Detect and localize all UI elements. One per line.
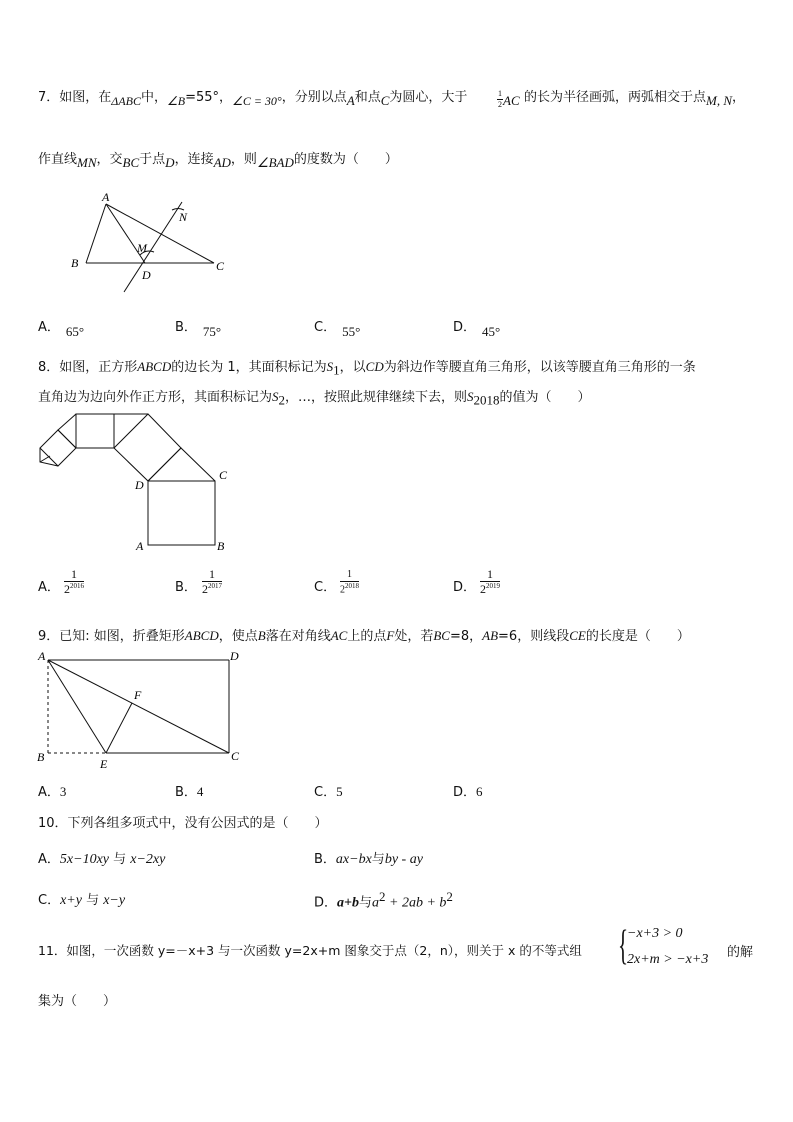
option-letter: A． — [38, 852, 60, 867]
triangle-5 — [40, 456, 50, 462]
q7-text: 于点 — [139, 152, 166, 167]
q8-line-1 — [38, 356, 696, 379]
label-b: B — [217, 539, 225, 553]
expression: 5x−10xy — [59, 852, 109, 867]
segment-ef — [106, 703, 132, 753]
power-base: 2 — [202, 582, 208, 596]
q7-text: ，分别以点 — [281, 90, 347, 105]
exponent: 2 — [379, 889, 386, 904]
option-value: 65° — [65, 324, 85, 339]
q8-option-c[interactable] — [314, 576, 336, 595]
power-exponent: 2019 — [486, 582, 500, 590]
q8-option-b[interactable] — [175, 576, 197, 595]
q7-triangle: ΔABC — [111, 94, 142, 108]
segment-ac — [106, 204, 214, 263]
q8-s2018: S — [467, 389, 474, 404]
fraction-denominator — [64, 582, 84, 595]
option-letter: B． — [175, 580, 197, 595]
triangle-3 — [58, 414, 76, 448]
fold-ae — [48, 660, 106, 753]
square-s3 — [76, 414, 114, 448]
option-letter: C． — [314, 580, 337, 595]
q10-number: 10． — [38, 816, 68, 831]
q7-ac: AC — [503, 93, 520, 108]
q9-line-1 — [38, 625, 690, 644]
q8-option-d[interactable] — [453, 576, 476, 595]
option-letter: A． — [38, 320, 60, 335]
q11-line-2: 集为（ ） — [38, 994, 117, 1009]
q11-inequality-2: 2x+m > −x+3 — [627, 952, 709, 967]
fraction-numerator: 1 — [480, 568, 500, 582]
q8-s2: S — [272, 389, 279, 404]
expression: b — [439, 895, 447, 911]
q7-line-2 — [38, 148, 398, 170]
q8-line-2 — [38, 386, 591, 409]
label-d: D — [230, 649, 239, 663]
label-a: A — [38, 649, 46, 663]
q9-abcd: ABCD — [184, 628, 219, 643]
fraction-numerator: 1 — [340, 570, 359, 582]
q7-text: 作直线 — [38, 152, 78, 167]
q10-text: 下列各组多项式中，没有公因式的是（ ） — [67, 816, 328, 831]
q9-option-b[interactable] — [175, 781, 203, 800]
q9-bc: BC — [433, 628, 450, 643]
expression: x−y — [103, 893, 126, 908]
q7-text: 的度数为（ ） — [293, 152, 398, 167]
q8-option-c-value — [340, 570, 359, 595]
option-letter: A． — [38, 785, 60, 800]
option-value: 6 — [476, 784, 483, 799]
segment-ab — [86, 204, 106, 263]
q7-option-a[interactable] — [38, 316, 85, 339]
q8-s2018-sub: 2018 — [473, 392, 500, 408]
power-exponent: 2016 — [70, 582, 84, 590]
q8-s2-sub: 2 — [278, 392, 286, 408]
connector: 与 — [359, 895, 373, 911]
q8-text: 为斜边作等腰直角三角形，以该等腰直角三角形的一条 — [383, 360, 696, 375]
option-letter: D． — [453, 580, 477, 595]
option-letter: D． — [453, 785, 477, 800]
square-s1 — [148, 481, 215, 545]
q7-text: 中， — [141, 90, 168, 105]
q9-point-f: F — [386, 628, 395, 643]
q7-mn: M, N — [706, 93, 733, 108]
q7-point-d: D — [165, 155, 175, 170]
q7-text: 的长为半径画弧，两弧相交于点 — [524, 90, 707, 105]
exponent: 2 — [446, 889, 453, 904]
q11-brace: { — [618, 923, 629, 969]
q7-point-a: A — [346, 93, 355, 108]
power-base: 2 — [480, 582, 486, 596]
option-value: 45° — [482, 324, 501, 339]
q9-ce: CE — [569, 628, 586, 643]
q7-option-b[interactable] — [175, 316, 222, 339]
q10-option-d[interactable] — [314, 889, 453, 911]
label-c: C — [231, 749, 240, 763]
q9-text: ，使点 — [218, 629, 258, 644]
line-mn — [124, 202, 182, 292]
q7-angle-b: ∠B — [167, 94, 186, 108]
fraction — [202, 568, 222, 595]
fraction-denominator: 2 — [498, 100, 502, 109]
label-d: D — [135, 478, 144, 492]
q7-half-ac — [497, 90, 520, 109]
q7-text: ， — [732, 90, 746, 105]
label-e: E — [100, 757, 108, 771]
q9-ac: AC — [330, 628, 348, 643]
q9-text: 的长度是（ ） — [585, 629, 690, 644]
expression: + 2ab + — [385, 895, 440, 911]
square-s2 — [114, 414, 181, 481]
q9-text: 落在对角线 — [265, 629, 331, 644]
q7-text: =55°， — [185, 90, 233, 105]
label-a: A — [136, 539, 144, 553]
q7-text: ，交 — [96, 152, 123, 167]
power-base: 2 — [64, 582, 70, 596]
option-letter: D． — [453, 320, 477, 335]
q9-option-d[interactable] — [453, 781, 483, 800]
q9-text: 上的点 — [347, 629, 387, 644]
connector: 与 — [371, 852, 385, 867]
label-d: D — [142, 268, 151, 282]
q7-angle-c: ∠C = 30° — [232, 94, 282, 108]
label-a: A — [102, 190, 110, 204]
q8-abcd: ABCD — [137, 359, 172, 374]
q11-text: 如图，一次函数 y=－x+3 与一次函数 y=2x+m 图象交于点（2，n），则关于 x 的不等式组 — [66, 943, 582, 958]
square-s4 — [40, 430, 76, 466]
fraction-denominator — [340, 582, 359, 595]
q7-line-1b — [524, 86, 746, 108]
q10-stem — [38, 812, 328, 831]
power-exponent: 2018 — [345, 582, 359, 590]
q9-text: =8， — [449, 629, 483, 644]
option-letter: C． — [314, 320, 337, 335]
label-m: M — [137, 241, 147, 255]
q8-text: ，以 — [339, 360, 366, 375]
option-letter: A． — [38, 580, 60, 595]
q8-s1-sub: 1 — [333, 362, 340, 378]
q10-option-a[interactable] — [38, 848, 165, 868]
fraction-denominator — [202, 582, 222, 595]
q7-ad: AD — [213, 155, 231, 170]
q9-figure — [34, 648, 254, 774]
q8-cd: CD — [365, 359, 384, 374]
expression: ax−bx — [335, 852, 372, 867]
fraction — [340, 570, 359, 595]
q10-option-c[interactable] — [38, 889, 125, 909]
q8-number: 8． — [38, 360, 60, 375]
q8-option-a[interactable] — [38, 576, 60, 595]
q8-figure — [36, 408, 236, 554]
option-letter: C． — [314, 785, 337, 800]
option-value: 4 — [196, 784, 204, 799]
q7-option-d[interactable] — [453, 316, 501, 339]
option-value: 75° — [202, 324, 222, 339]
label-c: C — [216, 259, 225, 273]
expression: x−2xy — [130, 852, 166, 867]
q7-text: 和点 — [354, 90, 381, 105]
option-letter: B． — [314, 852, 336, 867]
q9-number: 9． — [38, 629, 60, 644]
q9-text: 已知: 如图，折叠矩形 — [59, 629, 185, 644]
option-value: 3 — [59, 784, 67, 799]
fraction — [480, 568, 500, 595]
power-base: 2 — [340, 584, 345, 596]
expression: a — [372, 895, 380, 911]
q7-option-c[interactable] — [314, 316, 361, 339]
q7-line-mn: MN — [77, 155, 97, 170]
q7-figure — [60, 188, 240, 298]
q11-inequality-1: −x+3 > 0 — [627, 926, 683, 941]
option-value: 5 — [336, 784, 343, 799]
connector: 与 — [109, 852, 131, 867]
triangle-1 — [148, 448, 215, 481]
label-b: B — [37, 750, 45, 764]
q7-text: ，则 — [230, 152, 257, 167]
q7-text: 如图，在 — [59, 90, 112, 105]
q7-angle-bad: ∠BAD — [256, 155, 294, 170]
label-n: N — [179, 210, 188, 224]
q11-number: 11． — [38, 943, 67, 958]
q11-text-end: 的解 — [727, 945, 754, 960]
label-f: F — [134, 688, 142, 702]
connector: 与 — [81, 893, 104, 908]
q8-s1: S — [326, 359, 334, 374]
q7-text: 为圆心，大于 — [389, 90, 468, 105]
diagonal-ac — [48, 660, 229, 753]
q9-text: 处，若 — [394, 629, 434, 644]
power-exponent: 2017 — [208, 582, 222, 590]
q9-option-c[interactable] — [314, 781, 343, 800]
option-letter: D． — [314, 895, 338, 911]
option-letter: B． — [175, 785, 197, 800]
expression: x+y — [60, 893, 82, 908]
q8-text: ，…，按照此规律继续下去，则 — [285, 390, 468, 405]
option-letter: C． — [38, 893, 61, 908]
label-c: C — [219, 468, 228, 482]
fraction-numerator: 1 — [202, 568, 222, 582]
q10-option-b[interactable] — [314, 848, 423, 868]
q9-text: =6，则线段 — [498, 629, 570, 644]
q8-text: 的边长为 1，其面积标记为 — [171, 360, 327, 375]
option-letter: B． — [175, 320, 197, 335]
q7-text: ，连接 — [174, 152, 214, 167]
label-b: B — [71, 256, 79, 270]
expression: a+b — [337, 895, 359, 911]
q9-option-a[interactable] — [38, 781, 66, 800]
q7-number: 7． — [38, 90, 60, 105]
q7-bc: BC — [122, 155, 140, 170]
q9-ab: AB — [482, 628, 499, 643]
option-value: 55° — [342, 324, 361, 339]
q11-line-1 — [38, 941, 582, 959]
fraction-denominator — [480, 582, 500, 595]
q8-text: 如图，正方形 — [59, 360, 138, 375]
fraction-numerator: 1 — [498, 89, 502, 98]
q8-option-d-value — [480, 568, 500, 595]
q8-option-b-value — [202, 568, 222, 595]
q9-point-b: B — [257, 628, 266, 643]
fraction-numerator: 1 — [64, 568, 84, 582]
q8-option-a-value — [64, 568, 84, 595]
q7-line-1 — [38, 86, 468, 108]
q8-text: 的值为（ ） — [499, 390, 591, 405]
q7-point-c: C — [380, 93, 390, 108]
fraction — [64, 568, 84, 595]
q8-text: 直角边为边向外作正方形，其面积标记为 — [38, 390, 273, 405]
expression: by - ay — [384, 852, 423, 867]
